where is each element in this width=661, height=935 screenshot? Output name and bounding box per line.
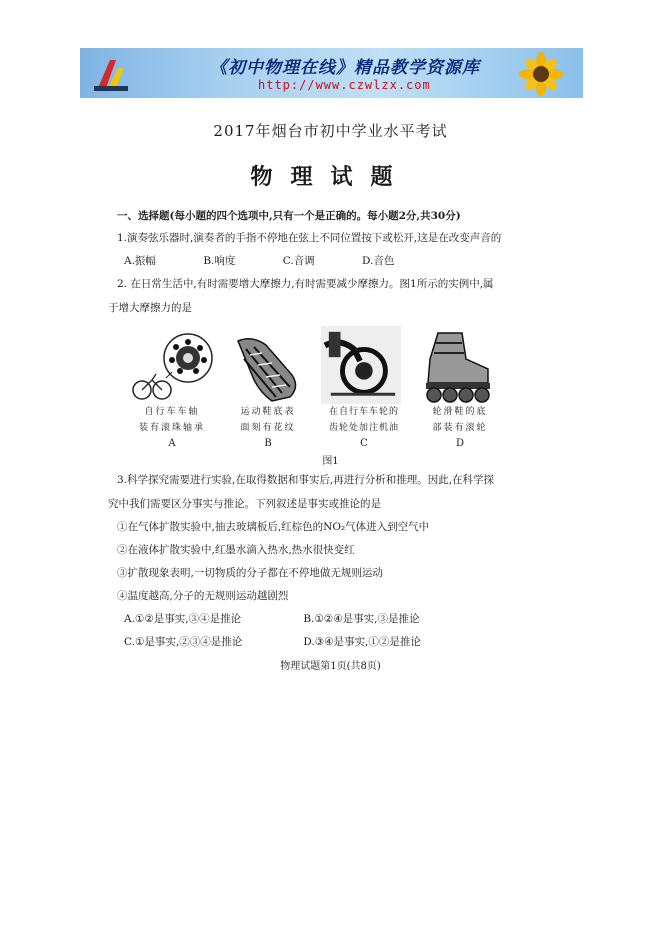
statement-1: ①在气体扩散实验中,抽去玻璃板后,红棕色的NO₂气体进入到空气中 bbox=[117, 521, 430, 533]
caption-b-line2: 面刻有花纹 bbox=[240, 423, 296, 433]
site-banner[interactable] bbox=[80, 48, 583, 98]
option-a: A.振幅 bbox=[124, 255, 156, 267]
caption-d-line2: 部装有滚轮 bbox=[432, 423, 488, 433]
figure-caption-b bbox=[222, 404, 314, 452]
option-b: B.响度 bbox=[203, 255, 236, 267]
banner-title: 《初中物理在线》精品教学资源库 bbox=[210, 58, 480, 78]
site-logo-icon bbox=[90, 54, 132, 94]
caption-a-line1: 自行车车轴 bbox=[144, 407, 200, 417]
subject-title: 物理试题 bbox=[250, 164, 411, 190]
question-1-stem: 1.演奏弦乐器时,演奏者的手指不停地在弦上不同位置按下或松开,这是在改变声音的 bbox=[117, 232, 502, 244]
question-2-stem-line1: 2. 在日常生活中,有时需要增大摩擦力,有时需要减少摩擦力。图1所示的实例中,属 bbox=[117, 278, 494, 290]
caption-d-letter: D bbox=[455, 438, 465, 449]
caption-c-line2: 齿轮处加注机油 bbox=[328, 423, 399, 433]
option-c: C.音调 bbox=[282, 255, 315, 267]
sunflower-icon bbox=[511, 52, 571, 96]
caption-b-line1: 运动鞋底表 bbox=[240, 407, 296, 417]
caption-d-line1: 轮滑鞋的底 bbox=[432, 407, 488, 417]
figure-label: 图1 bbox=[322, 456, 339, 467]
option-c: C.①是事实,②③④是推论 bbox=[124, 636, 243, 648]
option-b: B.①②④是事实,③是推论 bbox=[303, 613, 420, 625]
option-a: A.①②是事实,③④是推论 bbox=[124, 613, 242, 625]
bicycle-gear-oiling-image bbox=[320, 326, 402, 404]
caption-c-letter: C bbox=[360, 438, 368, 449]
statement-3: ③扩散现象表明,一切物质的分子都在不停地做无规则运动 bbox=[117, 567, 383, 579]
section-heading: 一、选择题(每小题的四个选项中,只有一个是正确的。每小题2分,共30分) bbox=[117, 210, 461, 222]
figure-caption-c bbox=[314, 404, 414, 452]
sneaker-sole-image bbox=[232, 330, 304, 408]
inline-skate-image bbox=[418, 328, 494, 406]
page-footer: 物理试题第1页(共8页) bbox=[280, 661, 381, 672]
statement-2: ②在液体扩散实验中,红墨水滴入热水,热水很快变红 bbox=[117, 544, 355, 556]
question-2-stem-line2: 于增大摩擦力的是 bbox=[108, 302, 192, 314]
caption-a-letter: A bbox=[168, 438, 176, 449]
caption-c-line1: 在自行车车轮的 bbox=[328, 407, 399, 417]
statement-4: ④温度越高,分子的无规则运动越剧烈 bbox=[117, 590, 289, 602]
question-1-options bbox=[124, 253, 394, 268]
exam-title: 2017年烟台市初中学业水平考试 bbox=[213, 122, 448, 140]
banner-url[interactable]: http://www.czwlzx.com bbox=[258, 78, 431, 92]
caption-b-letter: B bbox=[264, 438, 272, 449]
option-d: D.③④是事实,①②是推论 bbox=[303, 636, 421, 648]
option-d: D.音色 bbox=[362, 255, 395, 267]
caption-a-line2: 装有滚珠轴承 bbox=[138, 423, 205, 433]
question-3-stem-line2: 究中我们需要区分事实与推论。下列叙述是事实或推论的是 bbox=[108, 498, 381, 510]
question-3-stem-line1: 3.科学探究需要进行实验,在取得数据和事实后,再进行分析和推理。因此,在科学探 bbox=[117, 474, 495, 486]
figure-caption-a bbox=[126, 404, 218, 452]
question-3-options-row2 bbox=[124, 634, 421, 649]
figure-caption-d bbox=[414, 404, 506, 452]
question-3-options-row1 bbox=[124, 611, 419, 626]
bicycle-bearing-image bbox=[130, 328, 216, 406]
